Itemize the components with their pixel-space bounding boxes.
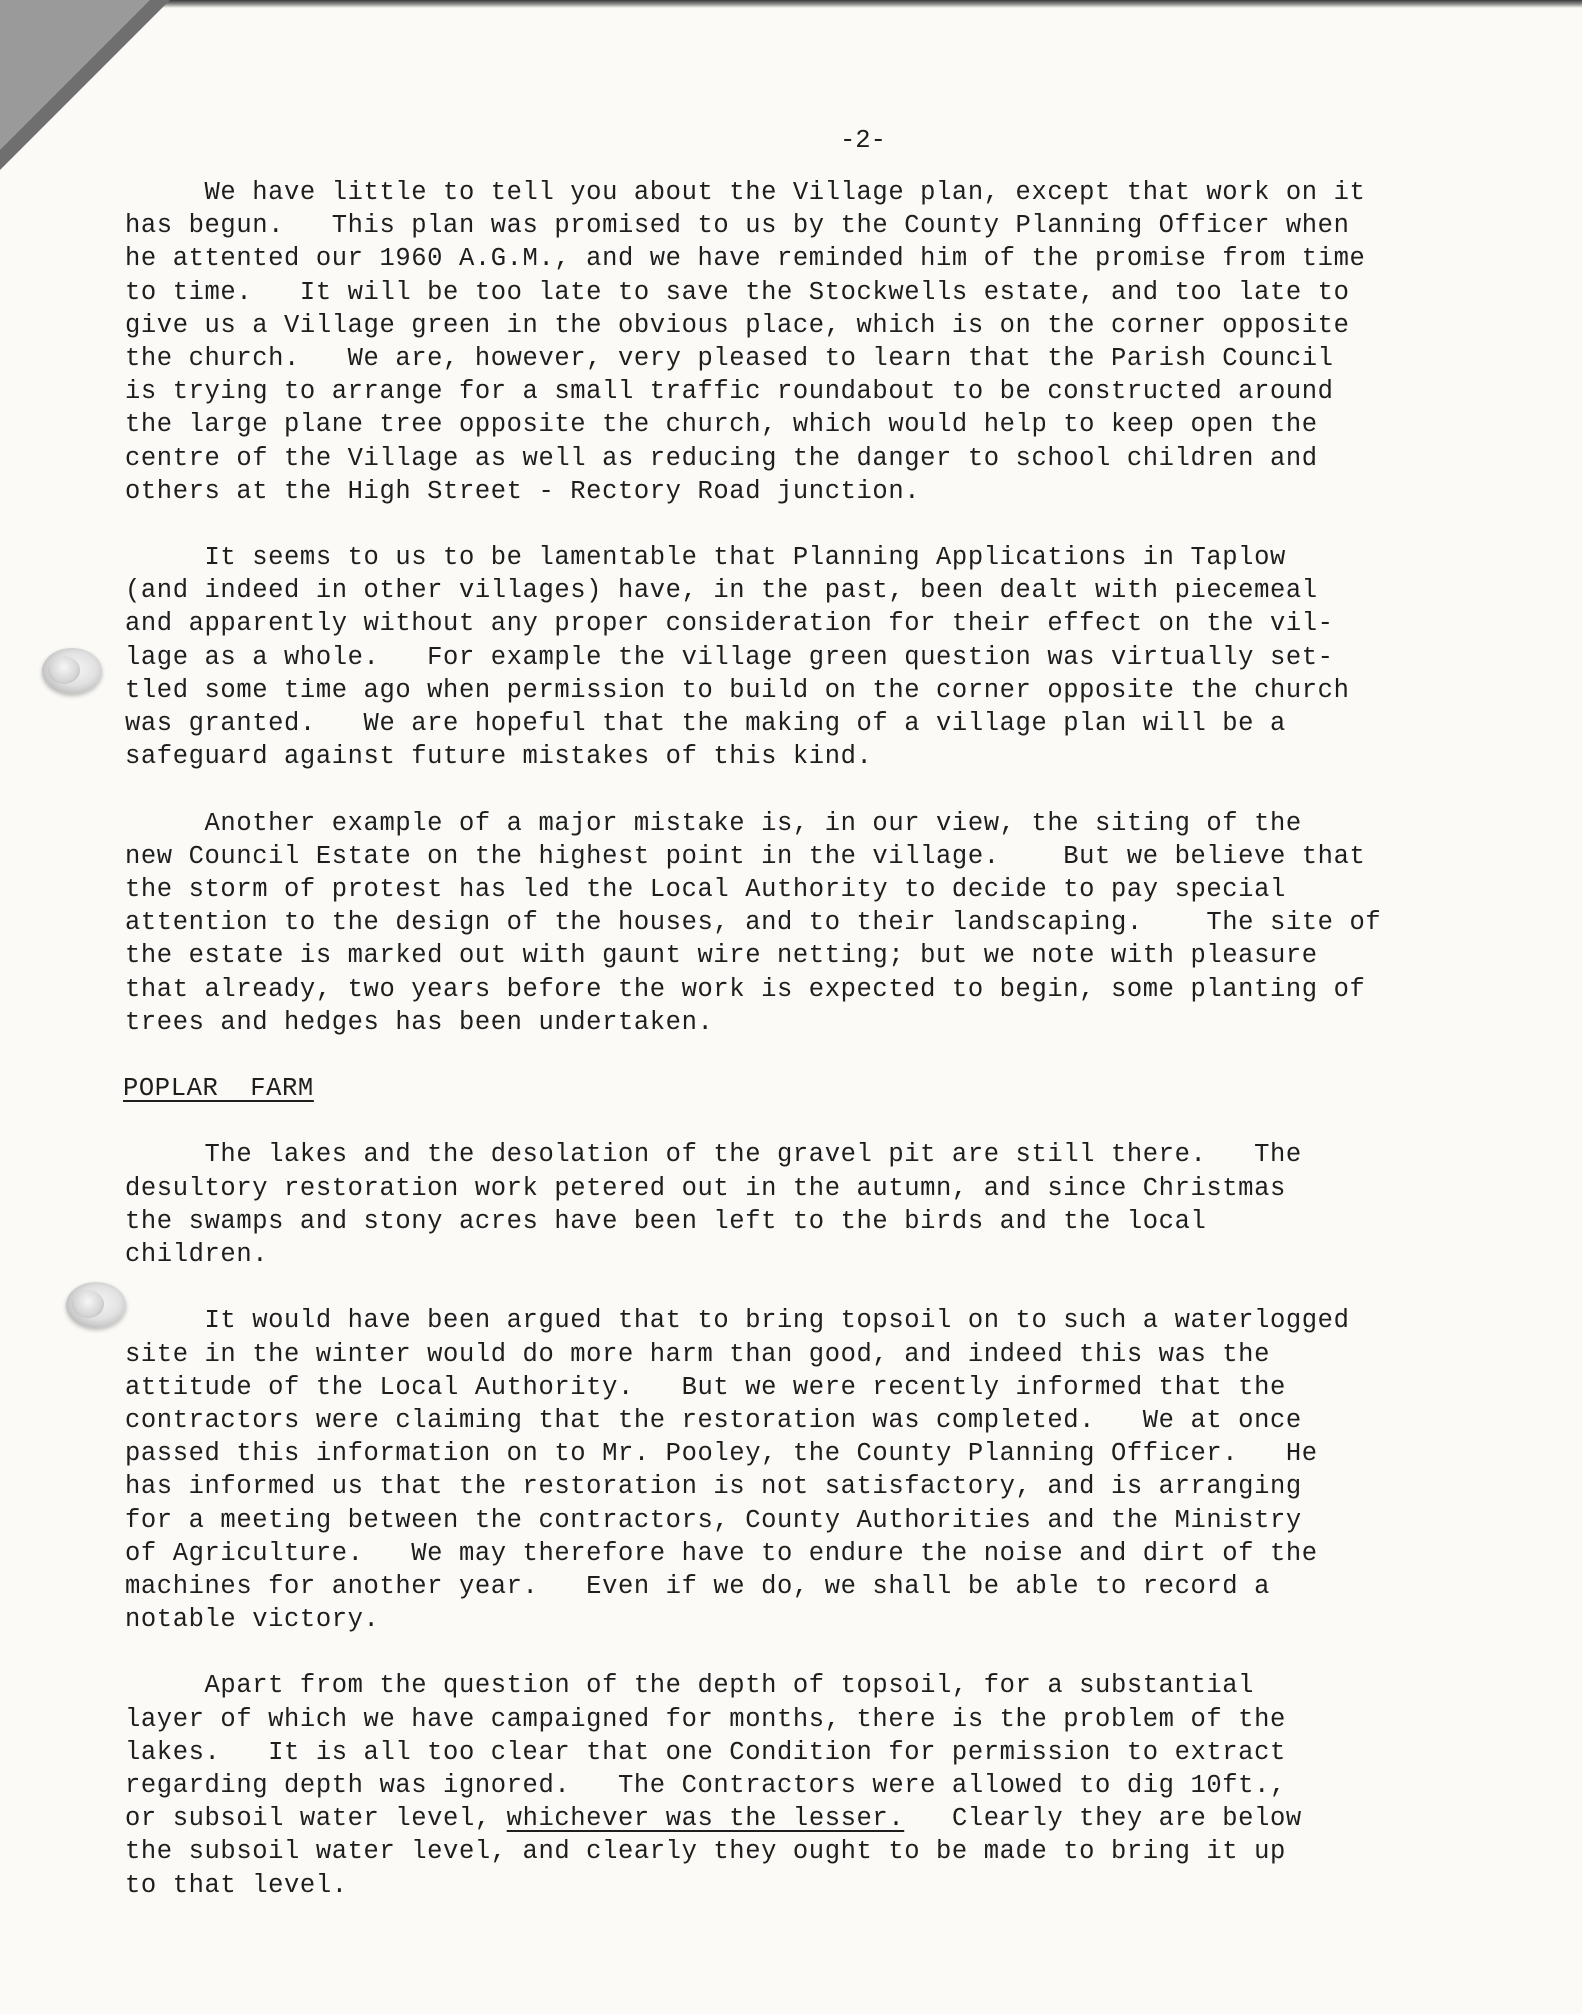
text-line: for a meeting between the contractors, County Authorities and the Ministry: [125, 1505, 1302, 1535]
text-line: notable victory.: [125, 1605, 380, 1635]
text-line: is trying to arrange for a small traffic roundabout to be constructed around: [125, 377, 1334, 407]
paragraph-council-estate: [125, 807, 1381, 1039]
text-line: contractors were claiming that the restoration was completed. We at once: [125, 1405, 1302, 1435]
text-line: lakes. It is all too clear that one Condition for permission to extract: [125, 1737, 1286, 1767]
paragraph-lakes: [125, 1669, 1381, 1901]
text-line: It seems to us to be lamentable that Planning Applications in Taplow: [125, 543, 1286, 573]
section-heading-poplar-farm: POPLAR FARM: [123, 1074, 314, 1104]
text-line: the storm of protest has led the Local Authority to decide to pay special: [125, 874, 1286, 904]
punch-hole-icon: [42, 648, 102, 694]
text-line: that already, two years before the work is expected to begin, some planting of: [125, 974, 1366, 1004]
text-line: layer of which we have campaigned for months, there is the problem of the: [125, 1704, 1286, 1734]
punch-hole-icon: [66, 1282, 126, 1328]
paragraph-planning-applications: [125, 541, 1381, 773]
text-fragment: or subsoil water level,: [125, 1804, 507, 1834]
text-line: he attented our 1960 A.G.M., and we have reminded him of the promise from time: [125, 244, 1366, 274]
text-line: the swamps and stony acres have been left to the birds and the local: [125, 1206, 1207, 1236]
text-line: has informed us that the restoration is not satisfactory, and is arranging: [125, 1472, 1302, 1502]
text-line: lage as a whole. For example the village green question was virtually set-: [125, 642, 1334, 672]
page-top-edge: [0, 0, 1582, 8]
page-number: -2-: [840, 126, 886, 155]
text-line: passed this information on to Mr. Pooley, the County Planning Officer. He: [125, 1439, 1318, 1469]
text-line: desultory restoration work petered out in the autumn, and since Christmas: [125, 1173, 1286, 1203]
text-line: centre of the Village as well as reducing the danger to school children and: [125, 443, 1318, 473]
paragraph-topsoil-restoration: [125, 1304, 1381, 1636]
text-line: give us a Village green in the obvious place, which is on the corner opposite: [125, 310, 1350, 340]
text-line: has begun. This plan was promised to us by the County Planning Officer when: [125, 211, 1350, 241]
text-line: tled some time ago when permission to build on the corner opposite the church: [125, 675, 1350, 705]
text-line: others at the High Street - Rectory Road junction.: [125, 476, 921, 506]
text-line: The lakes and the desolation of the gravel pit are still there. The: [125, 1140, 1302, 1170]
text-line: trees and hedges has been undertaken.: [125, 1007, 714, 1037]
text-line: the estate is marked out with gaunt wire netting; but we note with pleasure: [125, 941, 1318, 971]
text-line: attitude of the Local Authority. But we were recently informed that the: [125, 1372, 1286, 1402]
underlined-phrase: whichever was the lesser.: [506, 1804, 905, 1834]
text-line: We have little to tell you about the Village plan, except that work on it: [125, 178, 1366, 207]
text-line: Another example of a major mistake is, in our view, the siting of the: [125, 808, 1302, 838]
text-line: attention to the design of the houses, and to their landscaping. The site of: [125, 908, 1382, 938]
text-line: the church. We are, however, very pleased to learn that the Parish Council: [125, 343, 1334, 373]
text-line: and apparently without any proper consideration for their effect on the vil-: [125, 609, 1334, 639]
text-line: [125, 1802, 1381, 1835]
text-line: Apart from the question of the depth of topsoil, for a substantial: [125, 1671, 1255, 1701]
text-line: was granted. We are hopeful that the making of a village plan will be a: [125, 709, 1286, 738]
text-line: new Council Estate on the highest point in the village. But we believe that: [125, 841, 1366, 871]
text-line: machines for another year. Even if we do, we shall be able to record a: [125, 1571, 1270, 1601]
text-line: It would have been argued that to bring topsoil on to such a waterlogged: [125, 1306, 1350, 1336]
text-line: safeguard against future mistakes of this kind.: [125, 742, 873, 772]
text-line: to time. It will be too late to save the Stockwells estate, and too late to: [125, 277, 1350, 307]
text-fragment: Clearly they are below: [904, 1804, 1302, 1834]
paragraph-village-plan: [125, 176, 1381, 508]
text-line: the subsoil water level, and clearly they ought to be made to bring it up: [125, 1837, 1286, 1867]
folded-corner: [0, 0, 150, 150]
text-line: children.: [125, 1240, 269, 1269]
text-line: the large plane tree opposite the church, which would help to keep open the: [125, 410, 1318, 440]
text-line: site in the winter would do more harm than good, and indeed this was the: [125, 1339, 1270, 1369]
paragraph-gravel-pit: [125, 1138, 1381, 1271]
text-line: regarding depth was ignored. The Contractors were allowed to dig 10ft.,: [125, 1771, 1286, 1800]
text-line: to that level.: [125, 1870, 348, 1900]
document-body: [125, 176, 1381, 1902]
text-line: of Agriculture. We may therefore have to endure the noise and dirt of the: [125, 1538, 1318, 1568]
text-line: (and indeed in other villages) have, in the past, been dealt with piecemeal: [125, 576, 1318, 606]
